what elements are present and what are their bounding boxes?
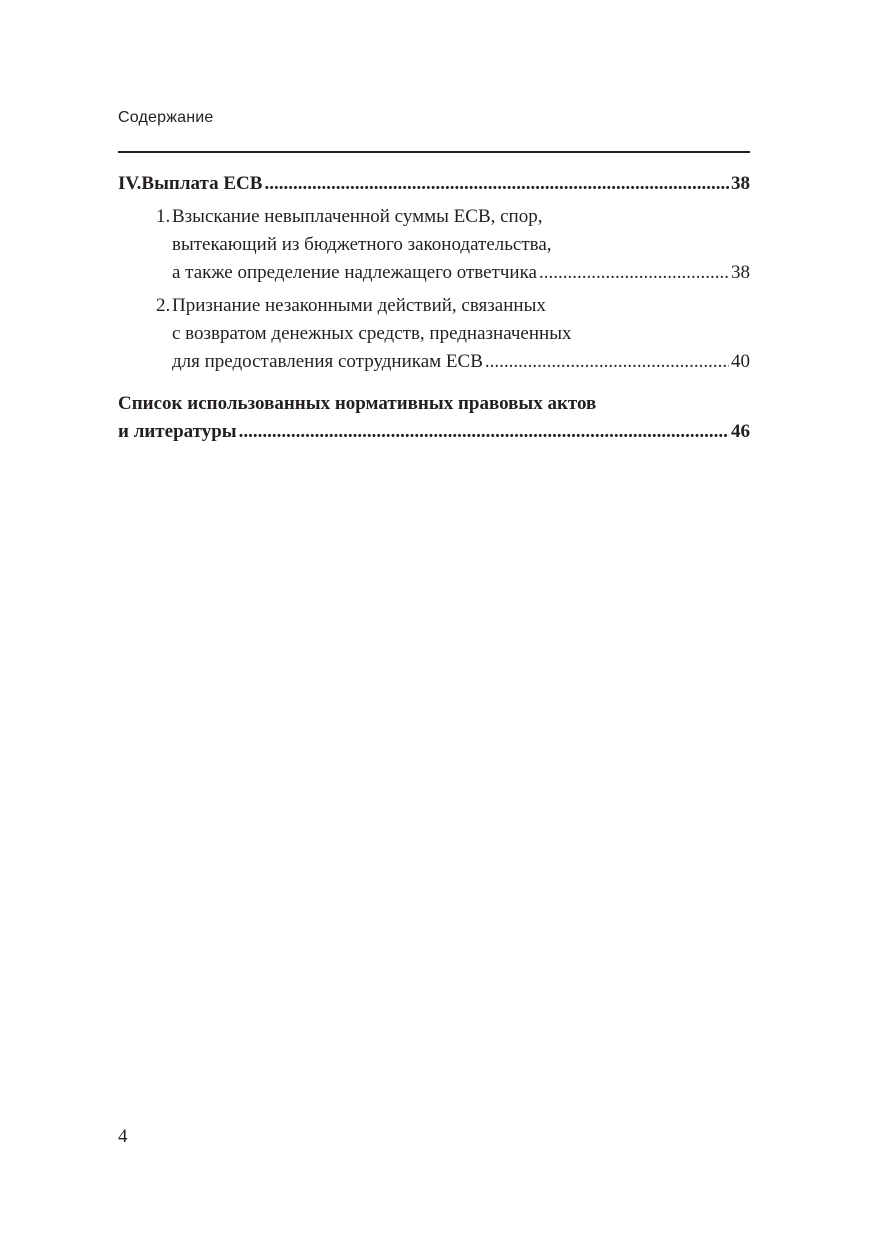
section-title-line: Признание незаконными действий, связанных [172,295,546,316]
toc-entry-section-1[interactable] [118,203,750,231]
dot-leader [264,170,729,198]
dot-leader [485,348,729,376]
toc-entry-section-1-last[interactable] [118,259,750,287]
toc-entry-section-1-cont [118,231,750,259]
chapter-title: Выплата ЕСВ [141,173,263,194]
section-title-line: Взыскание невыплаченной суммы ЕСВ, спор, [172,206,543,227]
table-of-contents [118,170,750,446]
chapter-number: IV. [118,173,142,194]
section-title-line: вытекающий из бюджетного законодательства, [172,234,552,255]
toc-entry-bibliography-last[interactable] [118,418,750,446]
section-page-number: 40 [731,351,750,372]
section-number: 1. [156,206,171,227]
bibliography-page-number: 46 [731,421,750,442]
toc-entry-section-2-last[interactable] [118,348,750,376]
header-rule [118,151,750,153]
bibliography-title-line: и литературы [118,421,237,442]
bibliography-title-line: Список использованных нормативных правовых актов [118,393,597,414]
running-header: Содержание [118,109,214,126]
dot-leader [239,418,729,446]
section-title-line: а также определение надлежащего ответчика [172,262,537,283]
dot-leader [539,259,729,287]
toc-entry-section-2[interactable] [118,292,750,320]
toc-entry-section-2-cont [118,320,750,348]
section-title-line: для предоставления сотрудникам ЕСВ [172,351,483,372]
section-number: 2. [156,295,171,316]
page-number: 4 [118,1126,128,1147]
section-title-line: с возвратом денежных средств, предназначенных [172,323,572,344]
toc-entry-bibliography[interactable] [118,390,750,418]
chapter-page-number: 38 [731,173,750,194]
section-page-number: 38 [731,262,750,283]
toc-entry-chapter-4[interactable] [118,170,750,198]
